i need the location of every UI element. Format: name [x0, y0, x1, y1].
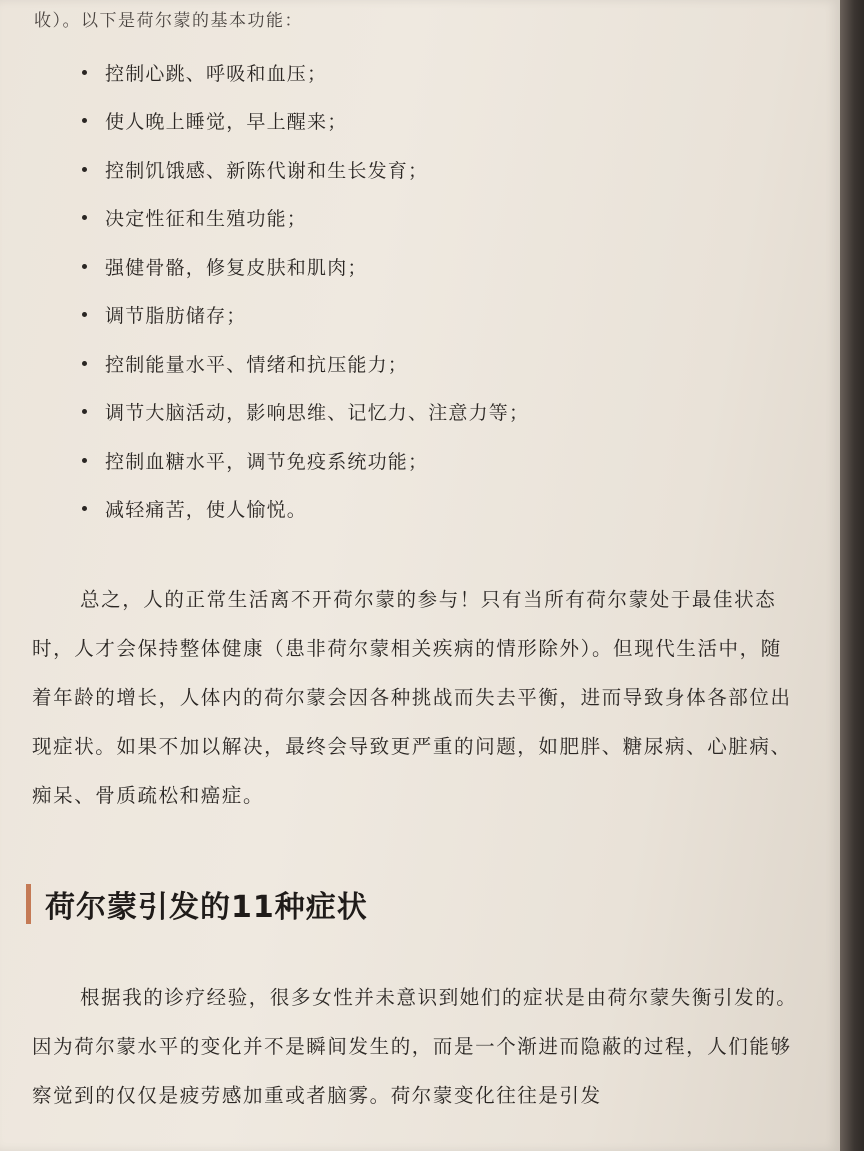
list-item — [76, 485, 529, 534]
list-item — [76, 339, 529, 388]
bullet-dot-icon — [82, 167, 87, 172]
summary-text: 总之，人的正常生活离不开荷尔蒙的参与！只有当所有荷尔蒙处于最佳状态时，人才会保持整体健康（患非荷尔蒙相关疾病的情形除外）。但现代生活中，随着年龄的增长，人体内的荷尔蒙会因各种挑战而失去平衡，进而导致身体各部位出现症状。如果不加以解决，最终会导致更严重的问题，如肥胖、糖尿病、心脏病、痴呆、骨质疏松和癌症。 — [32, 588, 792, 807]
list-item-text: 控制能量水平、情绪和抗压能力； — [105, 353, 409, 376]
bullet-dot-icon — [82, 264, 87, 269]
list-item — [76, 388, 529, 437]
list-item — [76, 97, 529, 146]
bullet-dot-icon — [82, 70, 87, 75]
body-paragraph — [32, 973, 802, 1120]
list-item-text: 调节大脑活动，影响思维、记忆力、注意力等； — [105, 402, 530, 425]
list-item — [76, 242, 529, 291]
intro-line: 收）。以下是荷尔蒙的基本功能： — [34, 11, 303, 31]
section-title: 荷尔蒙引发的11种症状 — [45, 890, 368, 925]
bullet-dot-icon — [82, 215, 87, 220]
list-item-text: 控制饥饿感、新陈代谢和生长发育； — [105, 159, 429, 182]
list-item — [76, 291, 529, 340]
summary-paragraph — [32, 575, 802, 820]
bullet-dot-icon — [82, 409, 87, 414]
list-item-text: 决定性征和生殖功能； — [105, 208, 308, 231]
list-item — [76, 194, 529, 243]
list-item-text: 控制血糖水平，调节免疫系统功能； — [105, 450, 429, 473]
bullet-dot-icon — [82, 506, 87, 511]
bullet-dot-icon — [82, 312, 87, 317]
bullet-dot-icon — [82, 458, 87, 463]
list-item-text: 减轻痛苦，使人愉悦。 — [105, 499, 308, 522]
bullet-dot-icon — [82, 118, 87, 123]
list-item-text: 使人晚上睡觉，早上醒来； — [105, 111, 348, 134]
list-item — [76, 145, 529, 194]
function-list — [76, 48, 529, 533]
list-item-text: 控制心跳、呼吸和血压； — [105, 62, 328, 85]
page-edge — [840, 0, 864, 1151]
heading-accent-bar — [26, 884, 31, 924]
body-text: 根据我的诊疗经验，很多女性并未意识到她们的症状是由荷尔蒙失衡引发的。因为荷尔蒙水平的变化并不是瞬间发生的，而是一个渐进而隐蔽的过程，人们能够察觉到的仅仅是疲劳感加重或者脑雾。荷尔蒙变化往往是引发 — [32, 986, 798, 1107]
list-item — [76, 436, 529, 485]
section-heading — [26, 880, 368, 928]
list-item-text: 强健骨骼，修复皮肤和肌肉； — [105, 256, 368, 279]
list-item — [76, 48, 529, 97]
bullet-dot-icon — [82, 361, 87, 366]
list-item-text: 调节脂肪储存； — [105, 305, 247, 328]
